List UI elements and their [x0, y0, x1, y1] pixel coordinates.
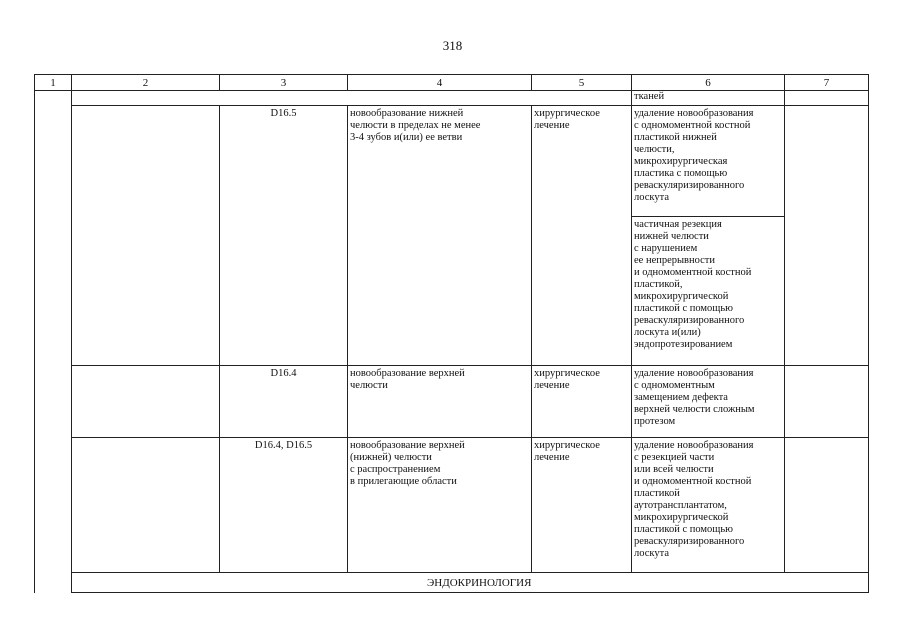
profile-cell: [72, 438, 220, 573]
header-col-2: 2: [72, 75, 220, 91]
method-line: замещением дефекта: [634, 392, 728, 403]
method-line: нижней челюсти: [634, 231, 709, 242]
method-line: верхней челюсти сложным: [634, 404, 755, 415]
treatment-line: лечение: [534, 380, 570, 391]
method-line: лоскута: [634, 548, 669, 559]
method-line: эндопротезированием: [634, 339, 733, 350]
diagnosis-line: (нижней) челюсти: [350, 452, 432, 463]
diagnosis-cell: [348, 438, 532, 573]
continuation-row: [35, 91, 869, 106]
cont-col-4: [348, 91, 532, 106]
header-col-4: 4: [348, 75, 532, 91]
treatment-cell: [532, 106, 632, 366]
treatment-line: хирургическое: [534, 440, 600, 451]
method-line: микрохирургической: [634, 291, 729, 302]
diagnosis-line: 3-4 зубов и(или) ее ветви: [350, 132, 463, 143]
diagnosis-line: в прилегающие области: [350, 476, 457, 487]
treatment-cell: [532, 438, 632, 573]
page-number: 318: [442, 38, 463, 53]
extra-cell: [785, 438, 869, 573]
method-line: лоскута и(или): [634, 327, 701, 338]
header-col-1: 1: [35, 75, 72, 91]
extra-cell: [785, 106, 869, 366]
cont-col-7: [785, 91, 869, 106]
treatment-cell: [532, 366, 632, 438]
code-text: D16.4, D16.5: [254, 440, 313, 451]
method-line: пластика с помощью: [634, 168, 728, 179]
cont-col-2: [72, 91, 220, 106]
method-line: пластикой,: [634, 279, 683, 290]
cont-method-text: тканей: [634, 91, 665, 102]
method-line: пластикой с помощью: [634, 524, 734, 535]
code-text: D16.5: [270, 108, 297, 119]
diagnosis-line: новообразование верхней: [350, 368, 465, 379]
header-row: [35, 75, 869, 91]
method-line: микрохирургической: [634, 512, 729, 523]
method-line: пластикой нижней: [634, 132, 717, 143]
method-line: с резекцией части: [634, 452, 715, 463]
method-cell: [632, 217, 785, 366]
method-line: аутотрансплантатом,: [634, 500, 727, 511]
diagnosis-line: новообразование нижней: [350, 108, 464, 119]
header-col-5: 5: [532, 75, 632, 91]
table-row: [35, 366, 869, 438]
treatment-line: лечение: [534, 452, 570, 463]
method-cell: [632, 438, 785, 573]
method-line: или всей челюсти: [634, 464, 714, 475]
diagnosis-line: челюсти в пределах не менее: [350, 120, 481, 131]
diagnosis-line: новообразование верхней: [350, 440, 465, 451]
diagnosis-cell: [348, 106, 532, 366]
method-line: и одномоментной костной: [634, 267, 752, 278]
method-line: протезом: [634, 416, 676, 427]
method-line: пластикой с помощью: [634, 303, 734, 314]
treatment-line: лечение: [534, 120, 570, 131]
profile-cell: [72, 106, 220, 366]
method-line: реваскуляризированного: [634, 180, 745, 191]
profile-cell: [72, 366, 220, 438]
section-row: [35, 573, 869, 593]
method-line: с нарушением: [634, 243, 698, 254]
method-line: частичная резекция: [634, 219, 722, 230]
method-line: микрохирургическая: [634, 156, 728, 167]
code-text: D16.4: [270, 368, 297, 379]
method-cell: [632, 366, 785, 438]
method-line: ее непрерывности: [634, 255, 716, 266]
method-line: удаление новообразования: [634, 368, 754, 379]
method-line: удаление новообразования: [634, 108, 754, 119]
header-col-3: 3: [220, 75, 348, 91]
method-line: пластикой: [634, 488, 680, 499]
table-row: [35, 106, 869, 217]
header-col-7: 7: [785, 75, 869, 91]
header-col-6: 6: [632, 75, 785, 91]
medical-care-table: [34, 74, 869, 593]
method-line: и одномоментной костной: [634, 476, 752, 487]
col1-cell: [35, 91, 72, 593]
method-cell: [632, 106, 785, 217]
method-line: реваскуляризированного: [634, 536, 745, 547]
method-line: с одномоментным: [634, 380, 715, 391]
diagnosis-line: челюсти: [350, 380, 388, 391]
diagnosis-line: с распространением: [350, 464, 441, 475]
method-line: удаление новообразования: [634, 440, 754, 451]
diagnosis-cell: [348, 366, 532, 438]
code-cell: [220, 106, 348, 366]
code-cell: [220, 366, 348, 438]
code-cell: [220, 438, 348, 573]
method-line: челюсти,: [634, 144, 675, 155]
cont-col-3: [220, 91, 348, 106]
cont-col-5: [532, 91, 632, 106]
table-row: [35, 438, 869, 573]
method-line: реваскуляризированного: [634, 315, 745, 326]
method-line: с одномоментной костной: [634, 120, 751, 131]
extra-cell: [785, 366, 869, 438]
treatment-line: хирургическое: [534, 108, 600, 119]
section-title: ЭНДОКРИНОЛОГИЯ: [72, 573, 869, 593]
treatment-line: хирургическое: [534, 368, 600, 379]
method-line: лоскута: [634, 192, 669, 203]
cont-method-cell: [632, 91, 785, 106]
